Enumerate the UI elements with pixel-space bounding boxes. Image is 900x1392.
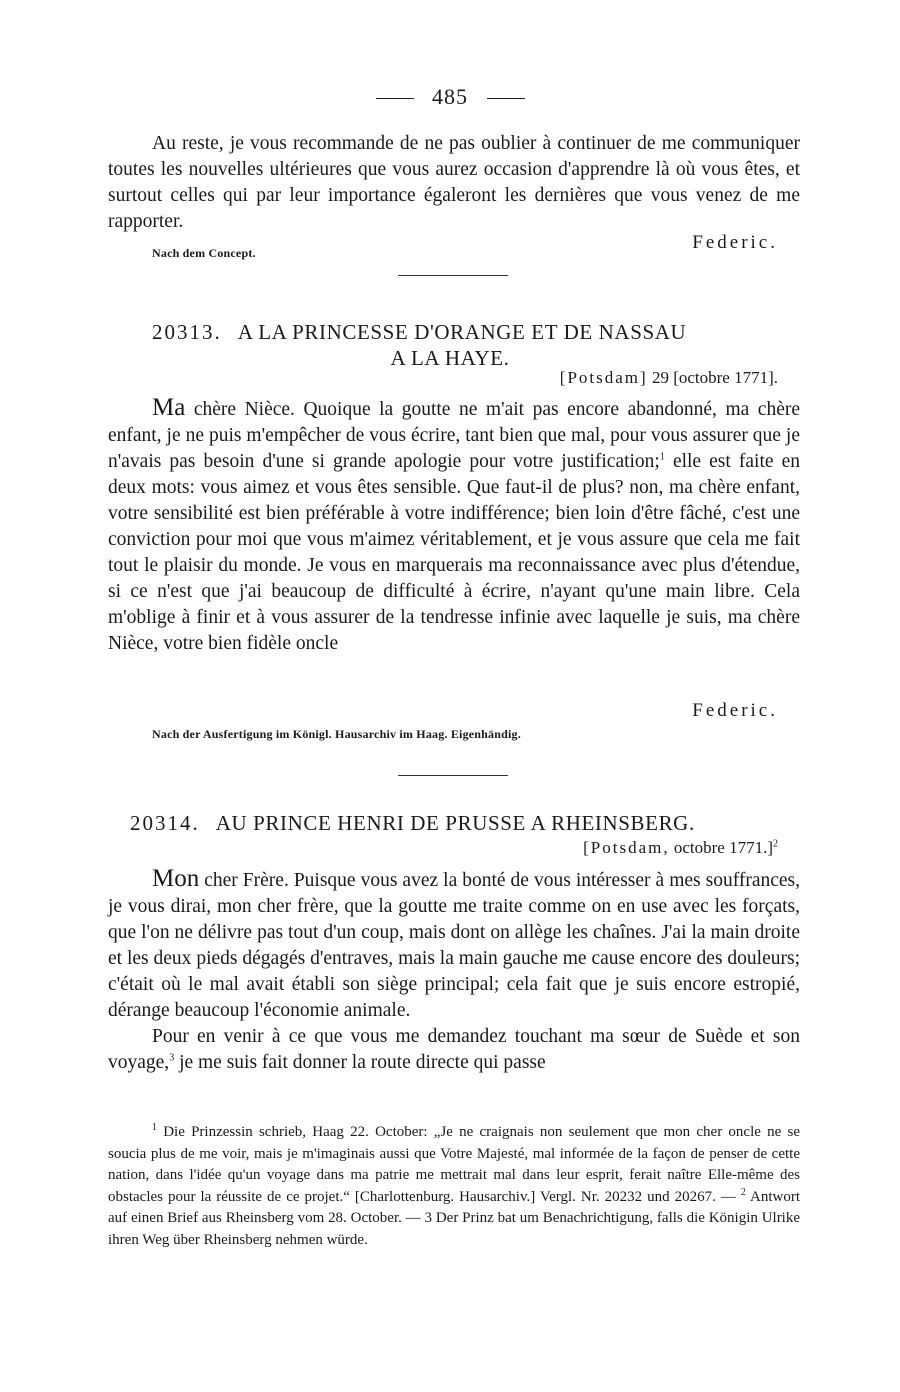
letter-addressee: A LA PRINCESSE D'ORANGE ET DE NASSAU [237,320,687,344]
letter-number: 20314. [130,811,200,835]
letter-opening: Ma [152,394,186,421]
previous-letter-signature: Federic. [692,232,778,253]
footnote-3: Der Prinz bat um Benachrichtigung, falls die Königin Ulrike ihren Weg über Rheinsberg nehmen würde. [108,1210,801,1248]
letter-addressee-place: A LA HAYE. [390,346,510,370]
section-divider [398,775,508,776]
letter-date [420,368,778,388]
section-divider [398,275,508,276]
letter-text-continued: elle est faite en deux mots: vous aimez et vous êtes sensible. Que faut-il de plus? non, ma chère enfant, votre sensibilité est bien préférable à votre indifférence; bien loin d'être fâché, c'est une conviction pour moi que vous m'aimez véritablement, et je vous assure que cela me fait tout le plaisir du monde. Je vous en marquerais ma reconnaissance avec plus d'étendue, si ce n'est que j'ai beaucoup de difficulté à écrire, n'ayant qu'une main libre. Cela m'oblige à finir et à vous assurer de la tendresse infinie avec laquelle je suis, ma chère Nièce, votre bien fidèle oncle [108,451,800,654]
footnote-1-mark: 1 [152,1122,157,1133]
footnote-2-mark: 2 [740,1186,746,1198]
letter-number: 20313. [152,320,222,344]
footnote-ref: 2 [773,838,778,850]
letter-date [420,838,778,858]
footnote-ref: 3 [169,1052,175,1064]
header-dash-right [487,98,525,99]
footnote-ref: 1 [659,451,665,463]
footnote-1: Die Prinzessin schrieb, Haag 22. October: „Je ne craignais non seulement que mon cher oncle ne se soucia plus de me voir, mais je m'imaginais aussi que Votre Majesté, mal informée de la façon de penser de cette nation, dans l'idée qu'un voyage dans ma patrie me mettrait mal dans leur esprit, ferait naître Elle-même des obstacles pour la réussite de ce projet.“ [Charlottenburg. Hausarchiv.] Vergl. Nr. 20232 und 20267. — [108,1124,800,1205]
letter-text: chère Nièce. Quoique la goutte ne m'ait pas encore abandonné, ma chère enfant, je ne puis m'empêcher de vous écrire, tant bien que mal, pour vous assurer que je n'avais pas besoin d'une si grande apologie pour votre justification; [108,399,801,472]
letter-text: cher Frère. Puisque vous avez la bonté de vous intéresser à mes souffrances, je vous dirai, mon cher frère, que la goutte me traite comme on en use avec les forçats, que l'on ne délivre pas tout d'un coup, mais dont on allège les chaînes. J'ai la main droite et les deux pieds dégagés d'entraves, mais la main gauche me cause encore des douleurs; c'était où le mal avait établi son siège principal; cela fait que je suis encore estropié, dérange beaucoup l'économie animale. [108,870,801,1021]
previous-letter-source: Nach dem Concept. [152,246,256,260]
letter-heading [152,320,686,345]
letter-body [108,395,800,657]
letter-source: Nach der Ausfertigung im Königl. Hausarchiv im Haag. Eigenhändig. [152,727,521,741]
letter-paragraph-2: Pour en venir à ce que vous me demandez touchant ma sœur de Suède et son voyage, [108,1026,800,1073]
footnote-2: Antwort auf einen Brief aus Rheinsberg vom 28. October. — [108,1188,800,1226]
letter-paragraph-2-continued: je me suis fait donner la route directe qui passe [179,1052,546,1073]
footnote-3-mark: 3 [424,1210,432,1226]
footnotes [108,1122,800,1251]
letter-addressee: AU PRINCE HENRI DE PRUSSE A RHEINSBERG. [215,811,695,835]
letter-heading [130,811,695,836]
page-header [0,84,900,110]
date-value: octobre 1771.] [673,838,773,857]
date-value: 29 [octobre 1771]. [651,368,778,387]
previous-letter-text: Au reste, je vous recommande de ne pas oublier à continuer de me communiquer toutes les nouvelles ultérieures que vous aurez occasion d'apprendre là où vous êtes, et surtout celles qui par leur importance égaleront les dernières que vous venez de me rapporter. [108,133,800,232]
previous-letter-ending [108,131,800,235]
date-place: [Potsdam, [583,838,670,857]
page-number: 485 [432,84,468,109]
letter-opening: Mon [152,865,200,892]
letter-signature: Federic. [692,700,778,721]
date-place: [Potsdam] [559,368,648,387]
header-dash-left [376,98,414,99]
letter-body [108,866,800,1076]
